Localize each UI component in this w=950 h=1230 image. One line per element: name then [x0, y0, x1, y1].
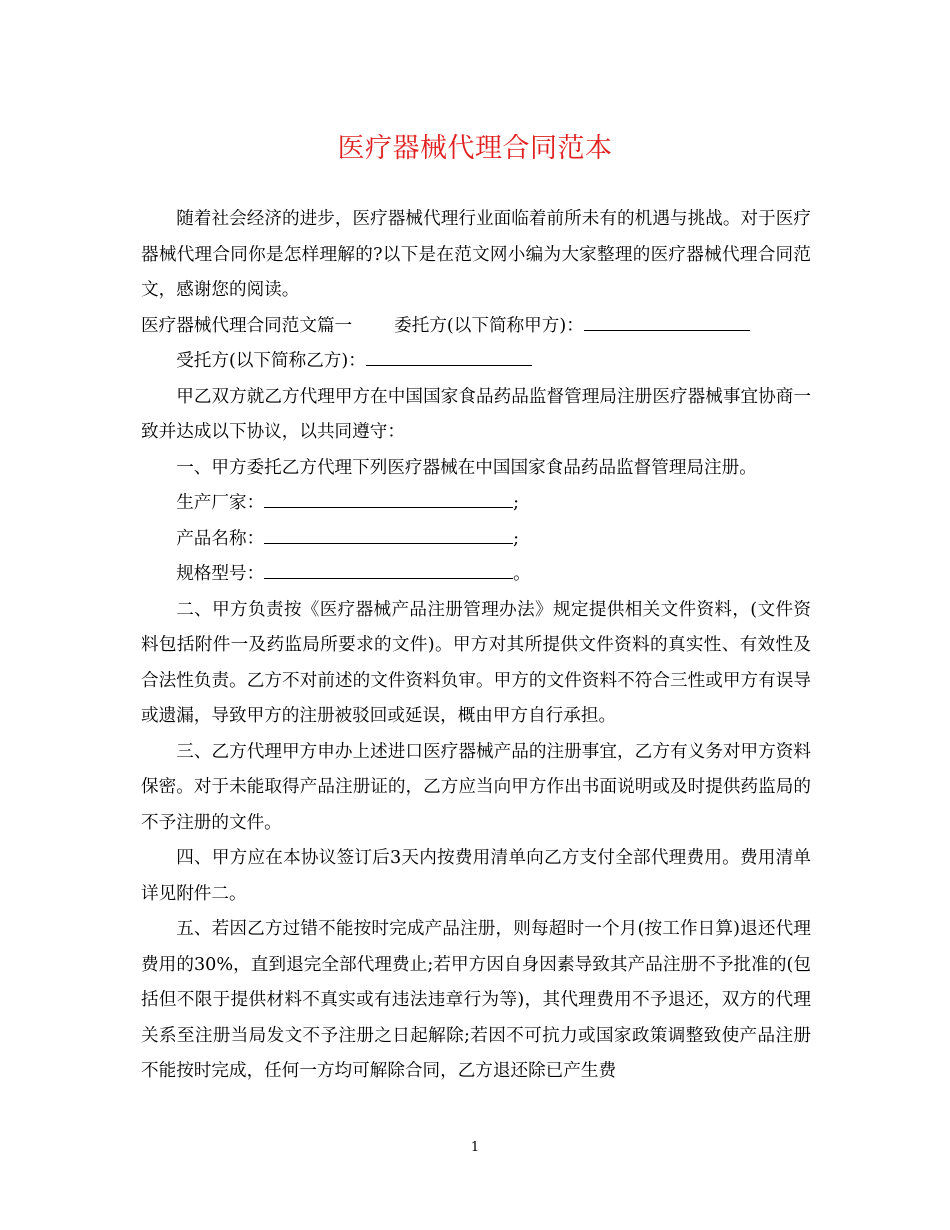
party-a-blank — [584, 312, 750, 331]
manufacturer-end: ; — [513, 493, 520, 513]
product-name-line — [141, 522, 811, 558]
product-name-end: ; — [513, 528, 520, 549]
manufacturer-line — [141, 486, 811, 522]
clause-2-paragraph: 二、甲方负责按《医疗器械产品注册管理办法》规定提供相关文件资料，(文件资料包括附件一及药监局所要求的文件)。甲方对其所提供文件资料的真实性、有效性及合法性负责。乙方不对前述的文件资料负审。甲方的文件资料不符合三性或甲方有误导或遗漏，导致甲方的注册被驳回或延误，概由甲方自行承担。 — [141, 599, 811, 726]
manufacturer-label: 生产厂家： — [176, 493, 265, 513]
document-body — [141, 202, 811, 1090]
model-line — [141, 557, 811, 593]
intro-paragraph: 随着社会经济的进步，医疗器械代理行业面临着前所未有的机遇与挑战。对于医疗器械代理合同你是怎样理解的?以下是在范文网小编为大家整理的医疗器械代理合同范文，感谢您的阅读。 — [141, 209, 811, 300]
model-blank — [264, 560, 513, 579]
model-label: 规格型号： — [176, 564, 265, 584]
product-name-blank — [264, 525, 513, 544]
party-b-label: 受托方(以下简称乙方)： — [176, 351, 366, 371]
page-number: 1 — [470, 1140, 480, 1155]
agreement-intro-paragraph: 甲乙双方就乙方代理甲方在中国国家食品药品监督管理局注册医疗器械事宜协商一致并达成以下协议，以共同遵守： — [141, 386, 811, 442]
model-end: 。 — [513, 564, 531, 584]
sample-heading: 医疗器械代理合同范文篇一 — [141, 315, 353, 336]
party-b-line — [141, 344, 811, 380]
clause-4-paragraph: 四、甲方应在本协议签订后3天内按费用清单向乙方支付全部代理费用。费用清单详见附件二。 — [141, 848, 811, 904]
clause-1-paragraph: 一、甲方委托乙方代理下列医疗器械在中国国家食品药品监督管理局注册。 — [176, 457, 757, 478]
manufacturer-blank — [264, 489, 513, 508]
clause-5-paragraph: 五、若因乙方过错不能按时完成产品注册，则每超时一个月(按工作日算)退还代理费用的30%，直到退完全部代理费止;若甲方因自身因素导致其产品注册不予批准的(包括但不限于提供材料不真实或有违法违章行为等)，其代理费用不予退还，双方的代理关系至注册当局发文不予注册之日起解除;若因不可抗力或国家政策调整致使产品注册不能按时完成，任何一方均可解除合同，乙方退还除已产生费 — [141, 919, 811, 1081]
party-a-label: 委托方(以下简称甲方)： — [394, 315, 584, 336]
product-name-label: 产品名称： — [176, 528, 265, 549]
clause-3-paragraph: 三、乙方代理甲方申办上述进口医疗器械产品的注册事宜，乙方有义务对甲方资料保密。对于未能取得产品注册证的，乙方应当向甲方作出书面说明或及时提供药监局的不予注册的文件。 — [141, 741, 811, 833]
party-b-blank — [366, 347, 532, 366]
document-title: 医疗器械代理合同范本 — [337, 133, 613, 164]
sample-heading-line — [141, 309, 811, 345]
